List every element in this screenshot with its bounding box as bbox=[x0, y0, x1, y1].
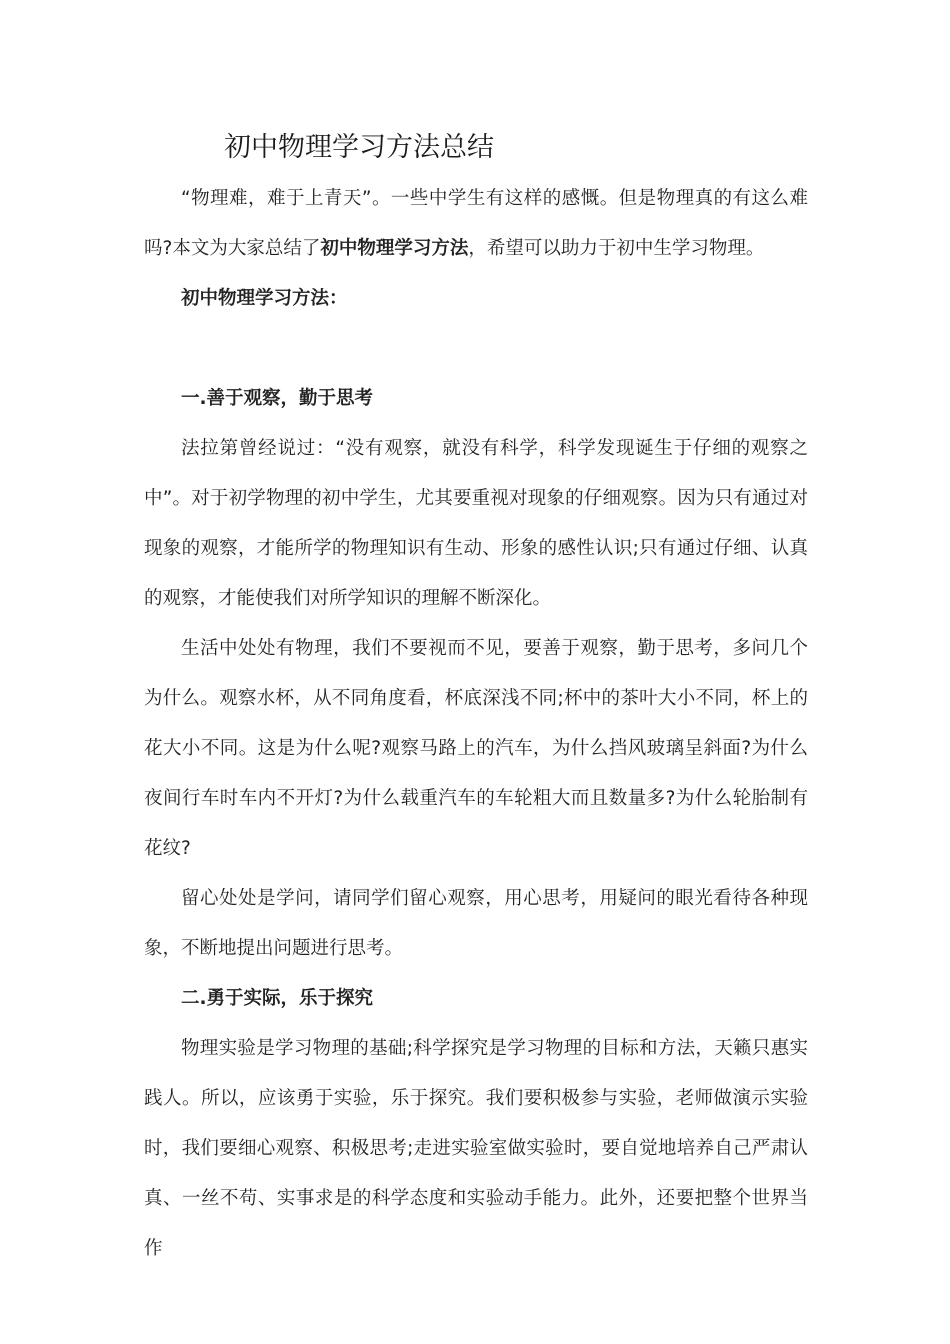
section-1-heading: 一.善于观察，勤于思考 bbox=[181, 388, 374, 409]
document-body bbox=[144, 174, 808, 1274]
methods-heading: 初中物理学习方法： bbox=[181, 288, 348, 309]
intro-text-1: “物理难，难于上青天”。一些中学生有这样的感慨。但是物理真的有这么难吗?本文为大家总结了 bbox=[144, 188, 808, 259]
blank-line bbox=[144, 324, 808, 374]
intro-text-2: ，希望可以助力于初中生学习物理。 bbox=[468, 238, 765, 259]
section-2-paragraph-1: 物理实验是学习物理的基础;科学探究是学习物理的目标和方法，天籁只惠实践人。所以，应该勇于实验，乐于探究。我们要积极参与实验，老师做演示实验时，我们要细心观察、积极思考;走进实验室做实验时，要自觉地培养自己严肃认真、一丝不苟、实事求是的科学态度和实验动手能力。此外，还要把整个世界当作 bbox=[144, 1038, 808, 1259]
intro-paragraph bbox=[144, 174, 808, 274]
section-1-paragraph-2: 生活中处处有物理，我们不要视而不见，要善于观察，勤于思考，多问几个为什么。观察水杯，从不同角度看，杯底深浅不同;杯中的茶叶大小不同，杯上的花大小不同。这是为什么呢?观察马路上的汽车，为什么挡风玻璃呈斜面?为什么夜间行车时车内不开灯?为什么载重汽车的车轮粗大而且数量多?为什么轮胎制有花纹? bbox=[144, 638, 808, 859]
section-2-heading: 二.勇于实际，乐于探究 bbox=[181, 988, 374, 1009]
section-1-paragraph-3: 留心处处是学问，请同学们留心观察，用心思考，用疑问的眼光看待各种现象，不断地提出问题进行思考。 bbox=[144, 888, 808, 959]
section-1-paragraph-1: 法拉第曾经说过：“没有观察，就没有科学，科学发现诞生于仔细的观察之中”。对于初学物理的初中学生，尤其要重视对现象的仔细观察。因为只有通过对现象的观察，才能所学的物理知识有生动、形象的感性认识;只有通过仔细、认真的观察，才能使我们对所学知识的理解不断深化。 bbox=[144, 438, 808, 609]
intro-bold-text: 初中物理学习方法 bbox=[320, 238, 469, 259]
page-title: 初中物理学习方法总结 bbox=[224, 132, 494, 163]
